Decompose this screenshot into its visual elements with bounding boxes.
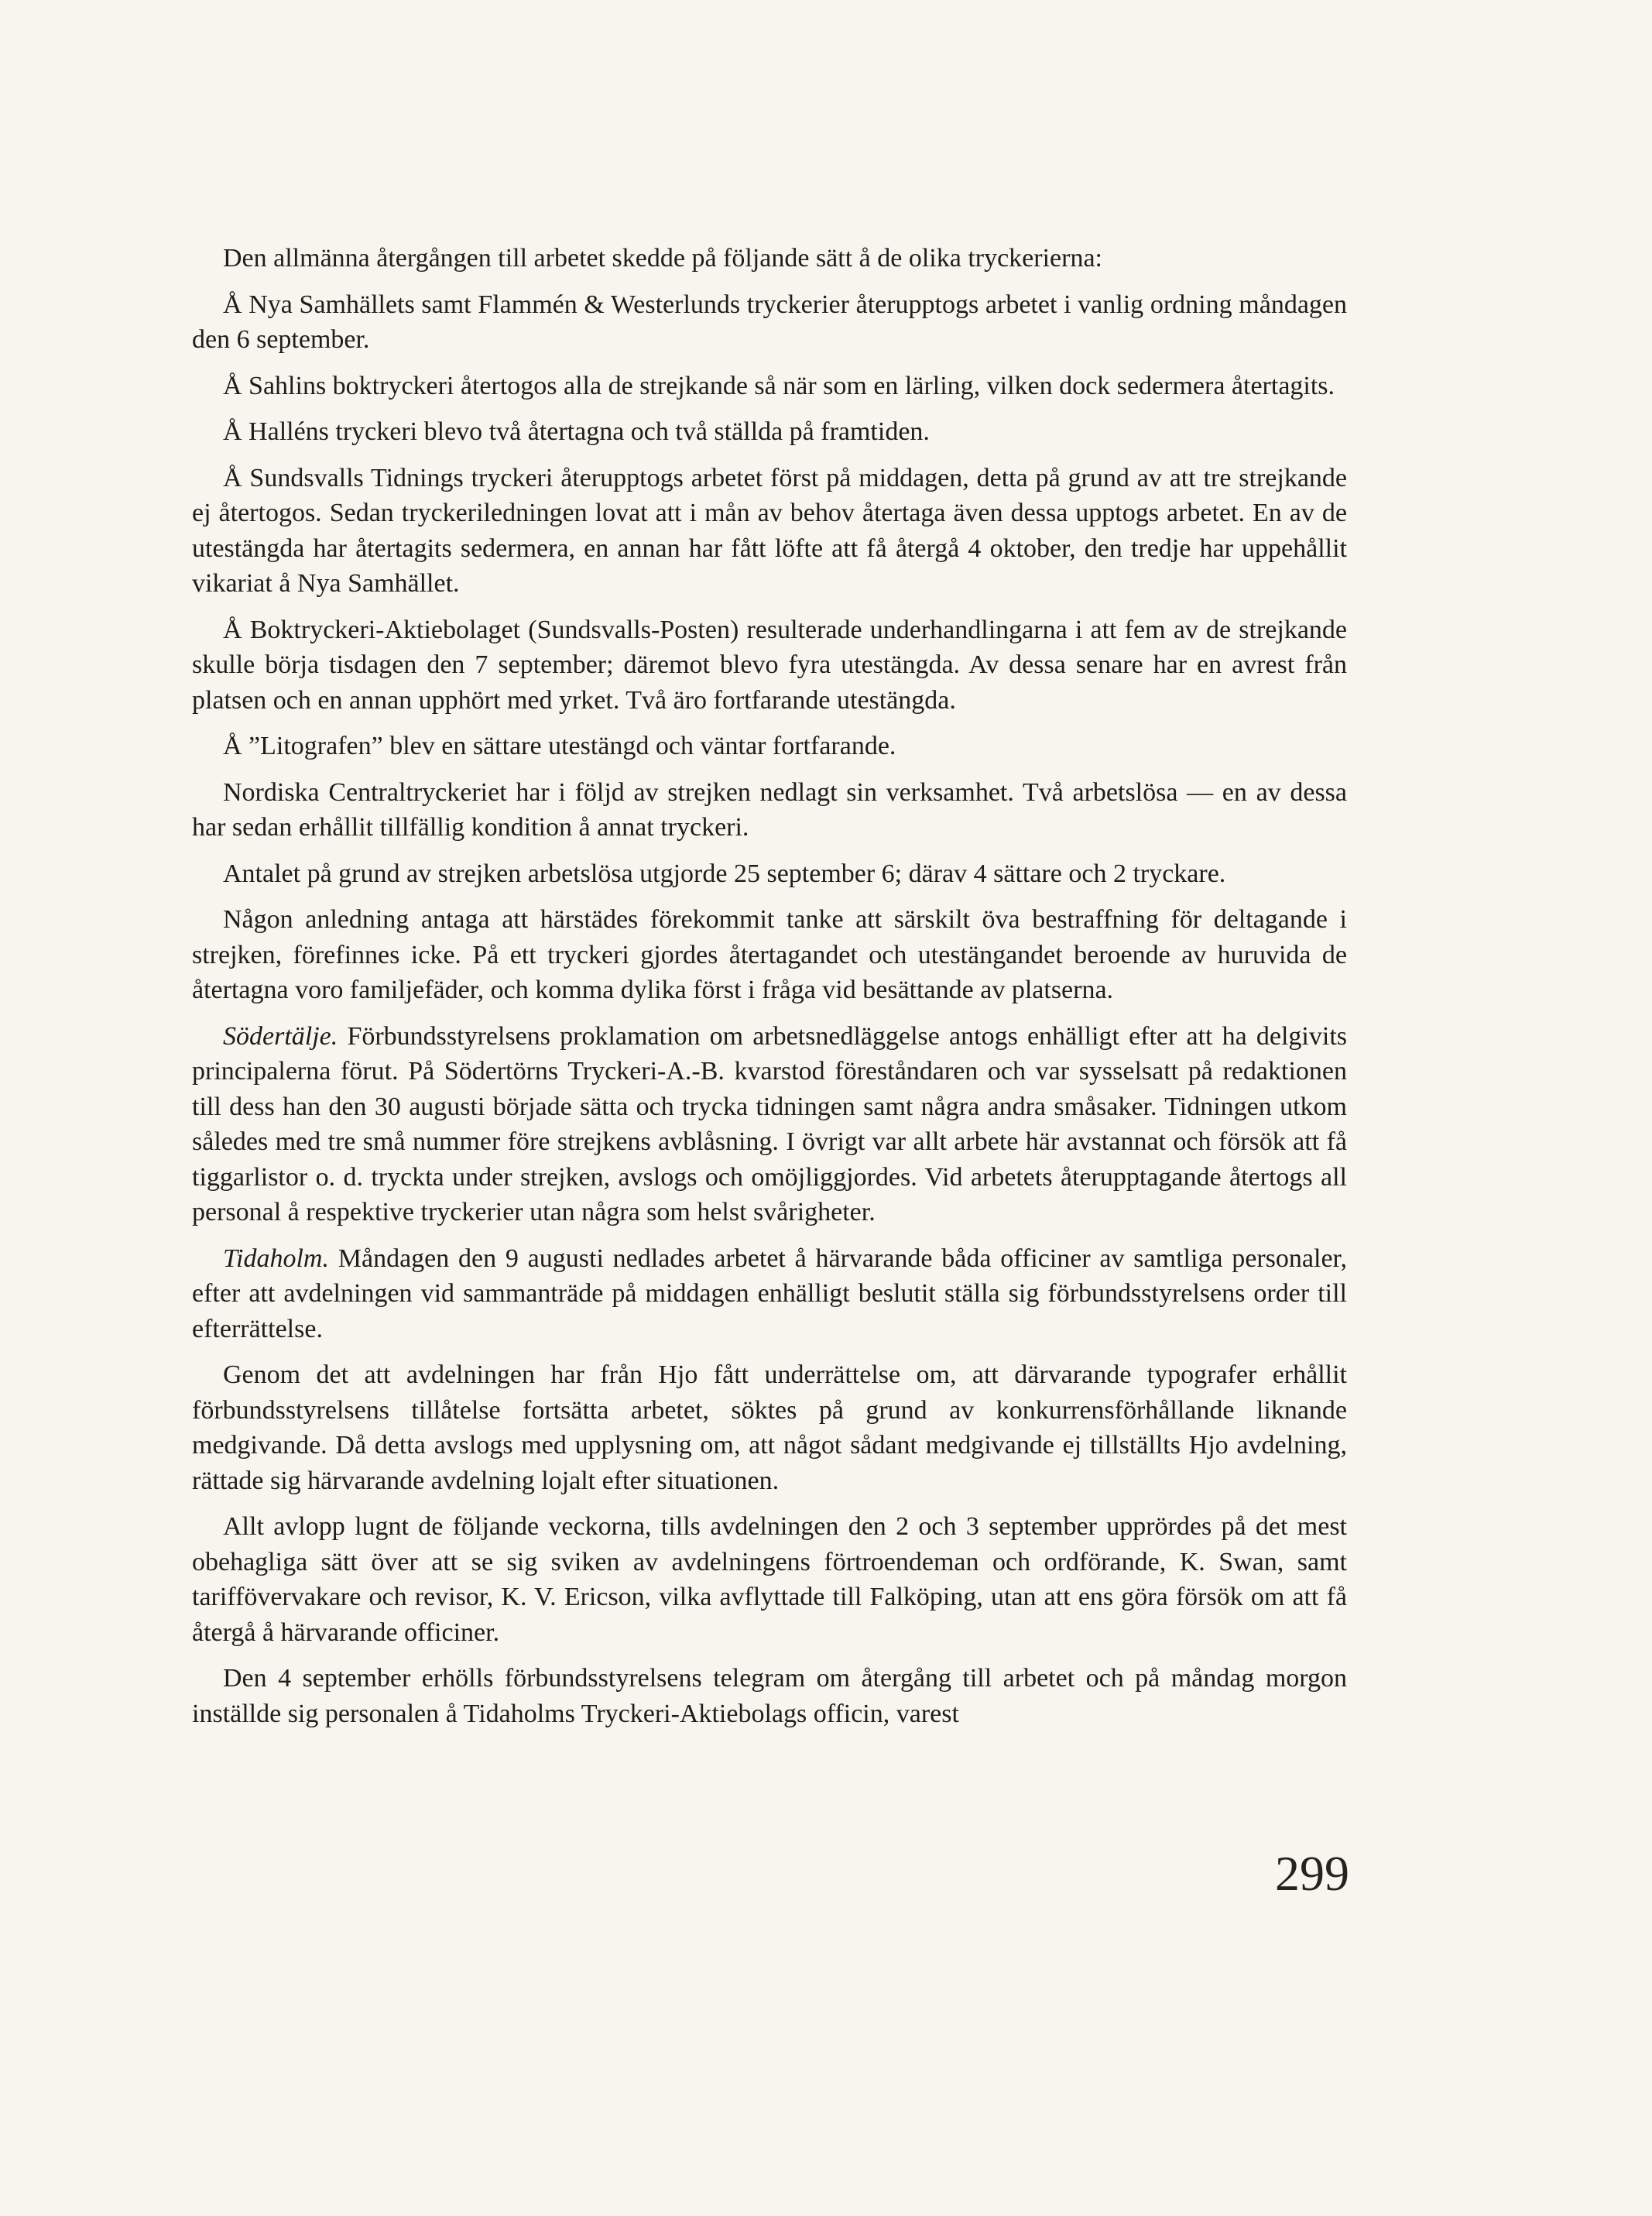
paragraph-text: Allt avlopp lugnt de följande veckorna, tills avdelningen den 2 och 3 september upprördes på det mest obehagliga sätt över att se sig sviken av avdelningens förtroendeman och ordförande, K. Swan, samt tariffövervakare och revisor, K. V. Ericson, vilka avflyttade till Falköping, utan att ens göra försök om att få återgå å härvarande officiner. <box>192 1512 1347 1647</box>
place-name: Södertälje. <box>223 1021 338 1051</box>
paragraph-text: Förbundsstyrelsens proklamation om arbetsnedläggelse antogs enhälligt efter att ha delgivits principalerna förut. På Södertörns Tryckeri-A.-B. kvarstod föreståndaren och var sysselsatt på redaktionen till dess han den 30 augusti började sätta och trycka tidningen samt några andra småsaker. Tidningen utkom således med tre små nummer före strejkens avblåsning. I övrigt var allt arbete här avstannat och försök att få tiggarlistor o. d. tryckta under strejken, avslogs och omöjliggjordes. Vid arbetets återupptagande återtogs all personal å respektive tryckerier utan några som helst svårigheter. <box>192 1021 1348 1226</box>
paragraph-tidaholm <box>192 1241 1347 1347</box>
paragraph <box>192 1357 1347 1498</box>
paragraph <box>192 414 1347 450</box>
paragraph <box>192 856 1347 892</box>
paragraph-text: Den allmänna återgången till arbetet skedde på följande sätt å de olika tryckerierna: <box>223 244 1102 273</box>
paragraph-text: Å Sahlins boktryckeri återtogos alla de strejkande så när som en lärling, vilken dock sedermera återtagits. <box>223 371 1335 400</box>
paragraph-text: Å ”Litografen” blev en sättare utestängd och väntar fortfarande. <box>223 732 896 760</box>
paragraph <box>192 775 1347 846</box>
paragraph-text: Genom det att avdelningen har från Hjo fått underrättelse om, att därvarande typografer erhållit förbundsstyrelsens tillåtelse fortsätta arbetet, söktes på grund av konkurrensförhållande liknande medgivande. Då detta avslogs med upplysning om, att något sådant medgivande ej tillställts Hjo avdelning, rättade sig härvarande avdelning lojalt efter situationen. <box>192 1360 1347 1495</box>
paragraph-text: Någon anledning antaga att härstädes förekommit tanke att särskilt öva bestraffning för deltagande i strejken, förefinnes icke. På ett tryckeri gjordes återtagandet och utestängandet beroende av huruvida de återtagna voro familjefäder, och komma dylika först i fråga vid besättande av platserna. <box>192 905 1347 1004</box>
paragraph <box>192 461 1347 602</box>
paragraph <box>192 1509 1347 1650</box>
paragraph-text: Den 4 september erhölls förbundsstyrelsens telegram om återgång till arbetet och på måndag morgon inställde sig personalen å Tidaholms Tryckeri-Aktiebolags officin, varest <box>192 1664 1347 1728</box>
paragraph-text: Antalet på grund av strejken arbetslösa utgjorde 25 september 6; därav 4 sättare och 2 tryckare. <box>223 859 1226 888</box>
place-name: Tidaholm. <box>223 1243 329 1273</box>
paragraph-text: Måndagen den 9 augusti nedlades arbetet å härvarande båda officiner av samtliga personaler, efter att avdelningen vid sammanträde på middagen enhälligt beslutit ställa sig förbundsstyrelsens order till efterrättelse. <box>192 1243 1348 1343</box>
paragraph-text: Å Sundsvalls Tidnings tryckeri återupptogs arbetet först på middagen, detta på grund av att tre strejkande ej återtogos. Sedan tryckeriledningen lovat att i mån av behov återtaga även dessa upptogs arbetet. En av de utestängda har återtagits sedermera, en annan har fått löfte att få återgå 4 oktober, den tredje har uppehållit vikariat å Nya Samhället. <box>192 463 1347 598</box>
paragraph <box>192 287 1347 358</box>
paragraph-text: Å Boktryckeri-Aktiebolaget (Sundsvalls-Posten) resulterade underhandlingarna i att fem av de strejkande skulle börja tisdagen den 7 september; däremot blevo fyra utestängda. Av dessa senare har en avrest från platsen och en annan upphört med yrket. Två äro fortfarande utestängda. <box>192 615 1347 715</box>
paragraph <box>192 729 1347 764</box>
paragraph <box>192 241 1347 276</box>
paragraph-text: Nordiska Centraltryckeriet har i följd av strejken nedlagt sin verksamhet. Två arbetslösa — en av dessa har sedan erhållit tillfällig kondition å annat tryckeri. <box>192 777 1347 842</box>
paragraph-sodertalje <box>192 1019 1347 1230</box>
paragraph <box>192 369 1347 404</box>
paragraph <box>192 612 1347 719</box>
paragraph-text: Å Nya Samhällets samt Flammén & Westerlunds tryckerier återupptogs arbetet i vanlig ordning måndagen den 6 september. <box>192 290 1347 354</box>
paragraph <box>192 1661 1347 1731</box>
paragraph-text: Å Halléns tryckeri blevo två återtagna och två ställda på framtiden. <box>223 417 930 446</box>
page-number: 299 <box>1275 1846 1349 1901</box>
paragraph <box>192 902 1347 1008</box>
body-text <box>192 241 1347 1742</box>
